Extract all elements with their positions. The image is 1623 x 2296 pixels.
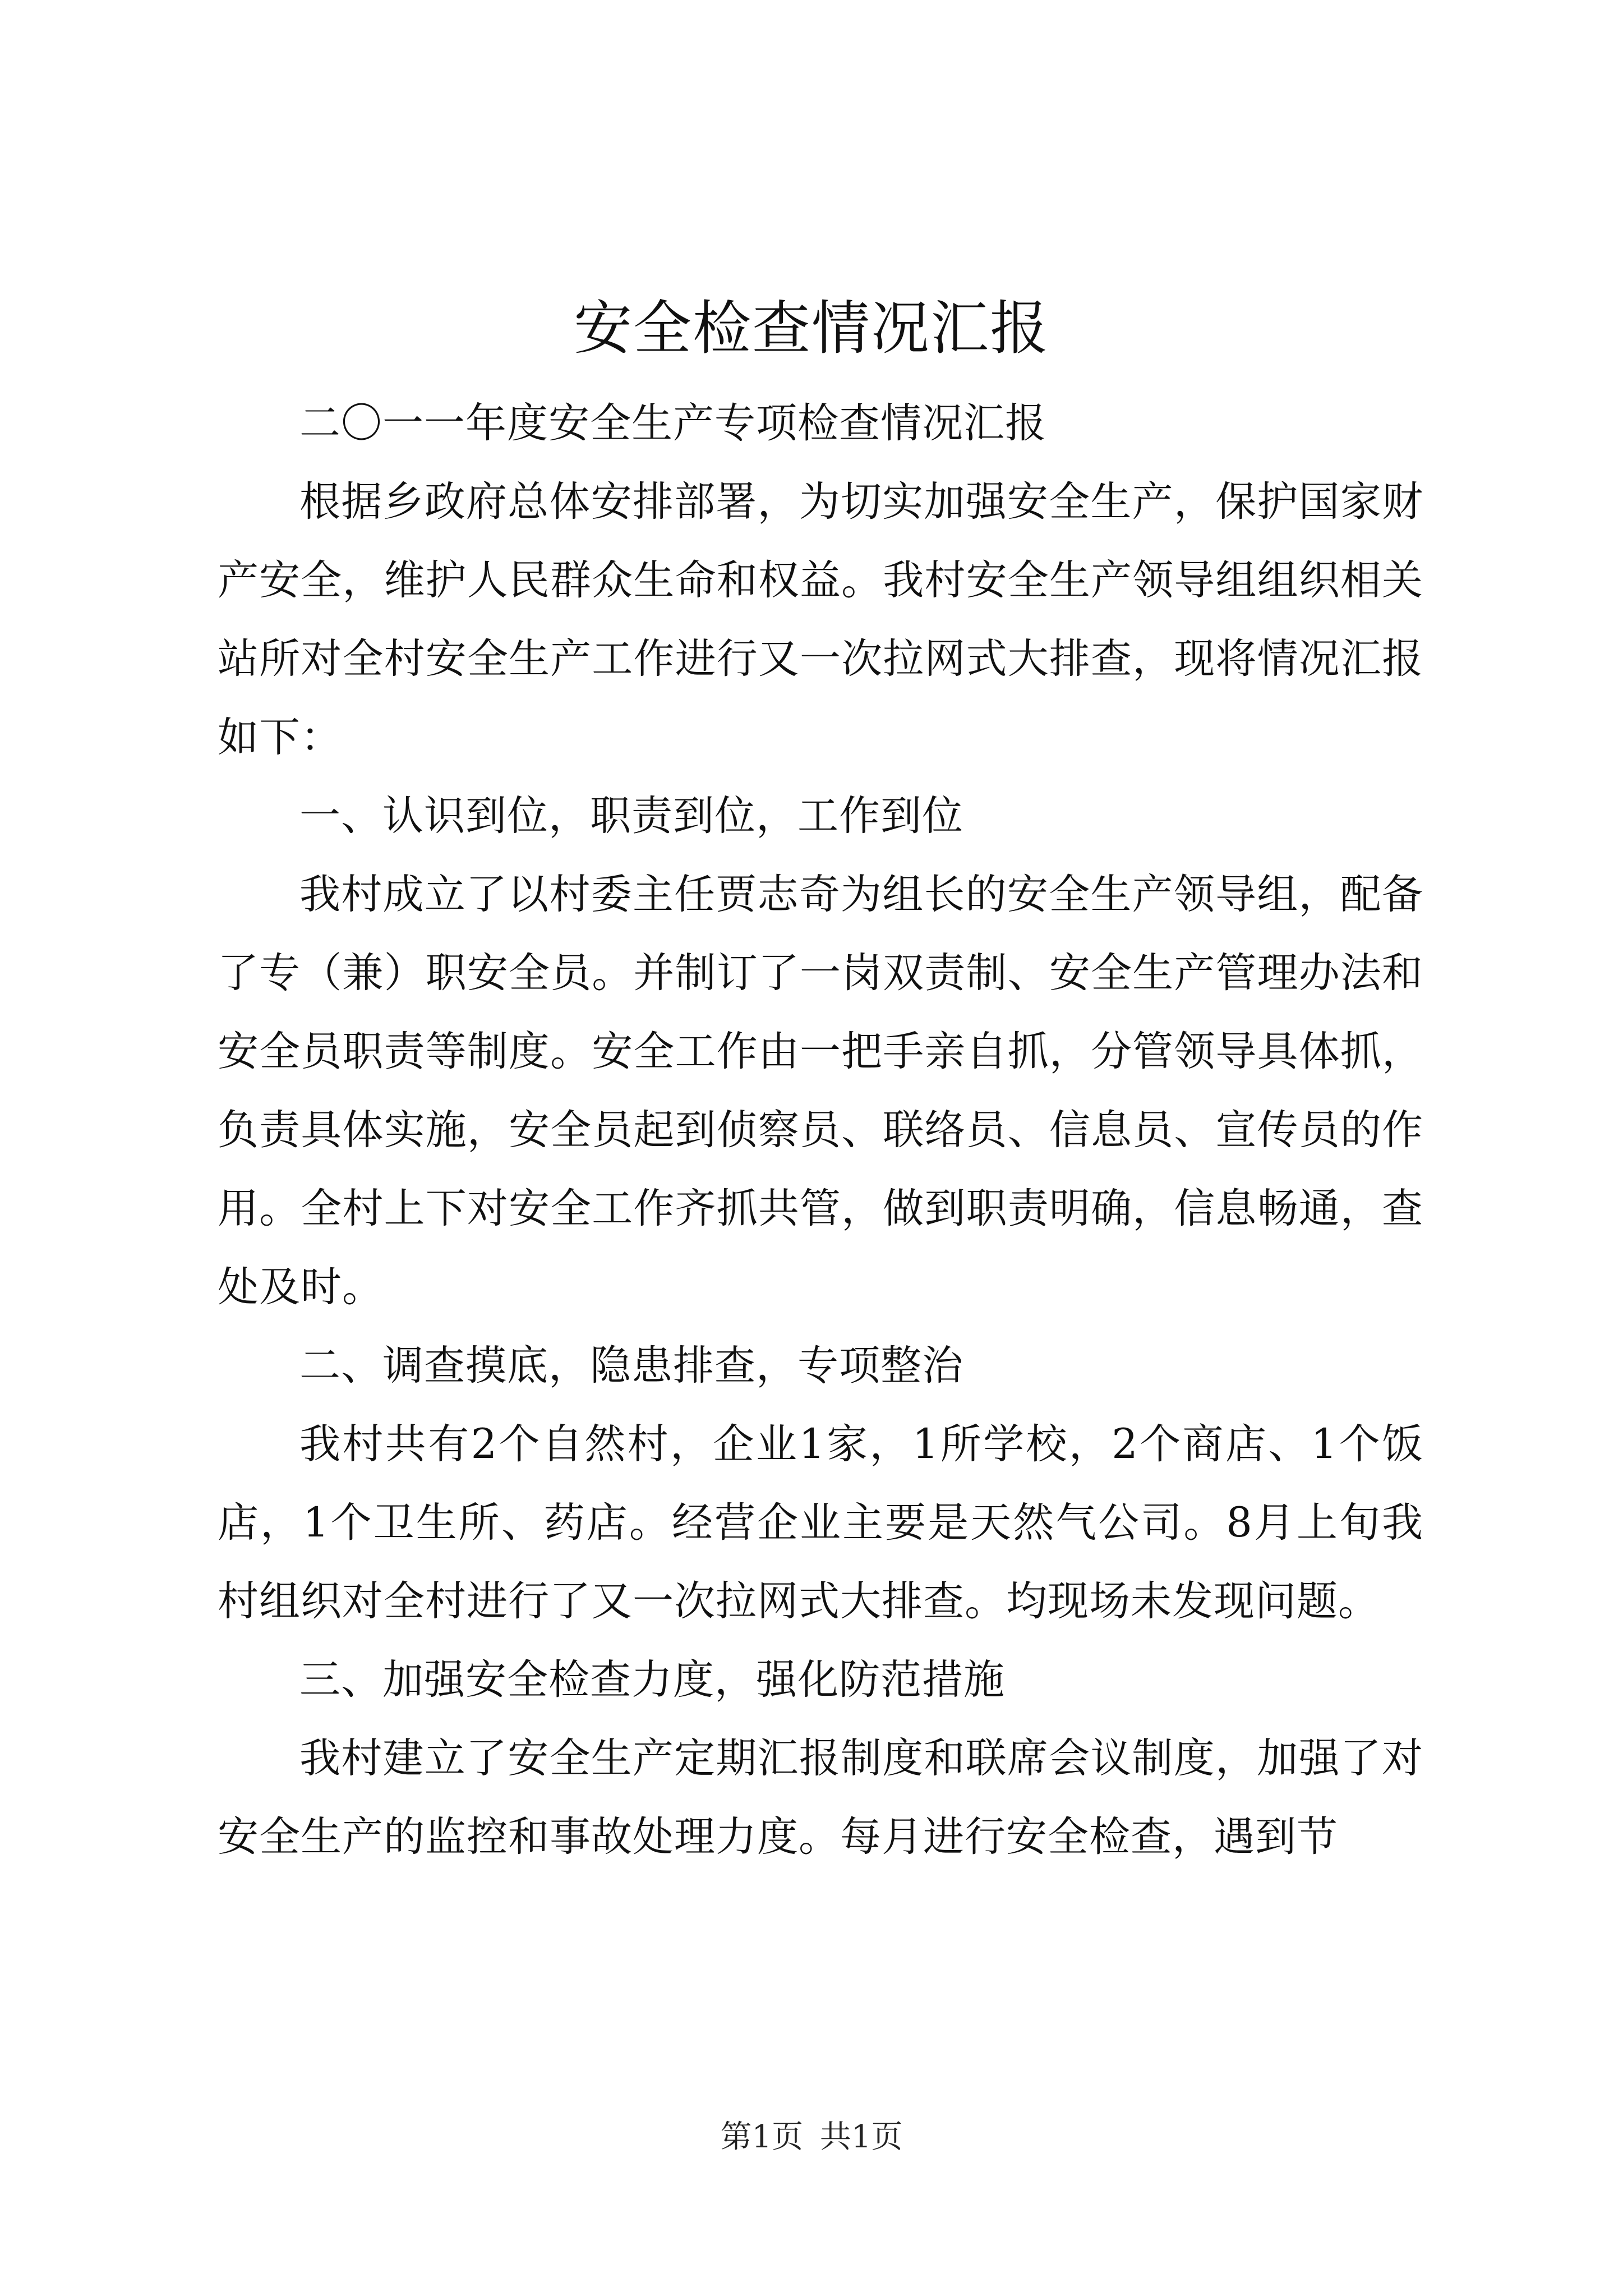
section-1-paragraph: 我村成立了以村委主任贾志奇为组长的安全生产领导组，配备了专（兼）职安全员。并制订了一岗双责制、安全生产管理办法和安全员职责等制度。安全工作由一把手亲自抓，分管领导具体抓，负责具体实施，安全员起到侦察员、联络员、信息员、宣传员的作用。全村上下对安全工作齐抓共管，做到职责明确，信息畅通，查处及时。 (218, 871, 1423, 1311)
section-heading-3: 三、加强安全检查力度，强化防范措施 (299, 1656, 1005, 1704)
document-title: 安全检查情况汇报 (573, 294, 1049, 362)
section-heading-2: 二、调查摸底，隐患排查，专项整治 (299, 1342, 963, 1389)
section-2-paragraph: 我村共有2个自然村，企业1家，1所学校，2个商店、1个饭店，1个卫生所、药店。经营企业主要是天然气公司。8月上旬我村组织对全村进行了又一次拉网式大排查。均现场未发现问题。 (218, 1420, 1423, 1625)
document-body (218, 384, 1423, 1876)
page-total: 共1页 (819, 2119, 903, 2155)
page-number: 第1页 (720, 2119, 804, 2155)
intro-paragraph: 根据乡政府总体安排部署，为切实加强安全生产，保护国家财产安全，维护人民群众生命和权益。我村安全生产领导组组织相关站所对全村安全生产工作进行又一次拉网式大排查，现将情况汇报如下： (218, 478, 1423, 761)
subtitle-paragraph: 二〇一一年度安全生产专项检查情况汇报 (299, 399, 1046, 447)
section-3-paragraph: 我村建立了安全生产定期汇报制度和联席会议制度，加强了对安全生产的监控和事故处理力度。每月进行安全检查，遇到节 (218, 1734, 1423, 1861)
page-footer (0, 2115, 1623, 2160)
section-heading-1: 一、认识到位，职责到位，工作到位 (299, 792, 963, 840)
